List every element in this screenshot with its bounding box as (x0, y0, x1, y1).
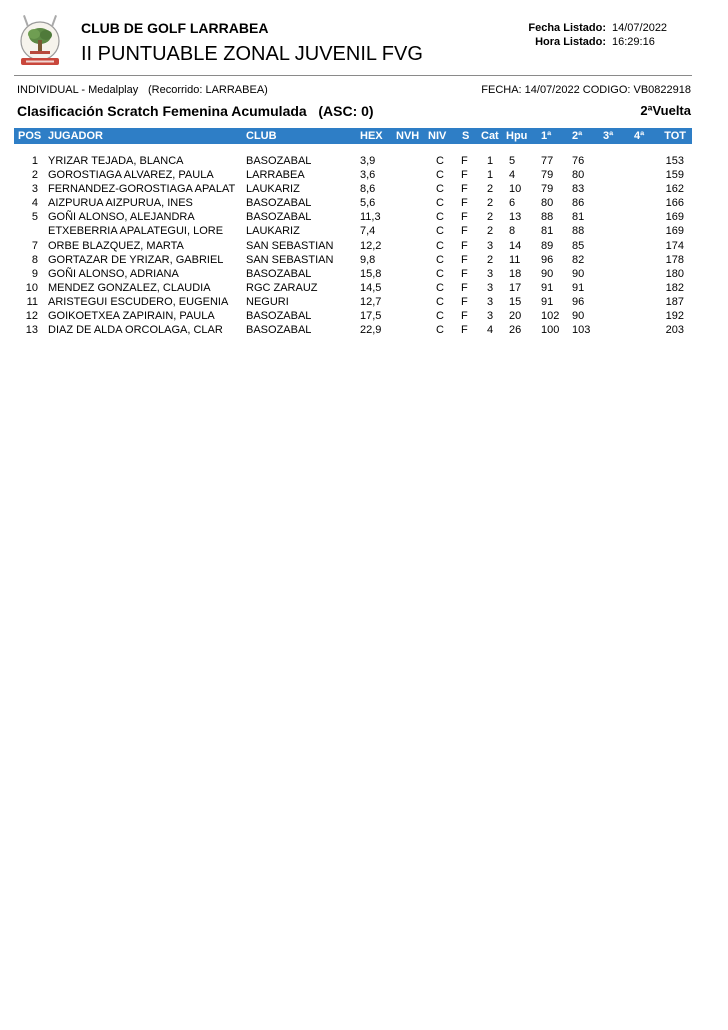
table-row (0, 268, 728, 282)
cell-tot: 174 (665, 239, 684, 252)
cell-pos: 12 (25, 310, 38, 323)
cell-hpu: 17 (509, 281, 522, 294)
cell-round-2: 81 (572, 211, 585, 224)
cell-hpu: 20 (509, 310, 522, 323)
cell-tot: 178 (665, 253, 684, 266)
cell-round-1: 90 (541, 267, 554, 280)
col-round-1: 1ª (541, 130, 552, 142)
recorrido: (Recorrido: LARRABEA) (148, 84, 268, 96)
cell-tot: 187 (665, 295, 684, 308)
cell-cat: 3 (487, 267, 494, 280)
cell-s: F (461, 211, 468, 224)
cell-jugador: DIAZ DE ALDA ORCOLAGA, CLAR (48, 324, 223, 337)
cell-round-1: 100 (541, 324, 560, 337)
table-row (0, 282, 728, 296)
cell-pos: 10 (25, 281, 38, 294)
tree-crest-icon (17, 14, 63, 70)
cell-hex: 8,6 (360, 183, 376, 196)
cell-s: F (461, 183, 468, 196)
cell-club: LARRABEA (246, 169, 305, 182)
col-cat: Cat (481, 130, 499, 142)
cell-pos: 11 (26, 295, 38, 308)
cell-round-2: 90 (572, 267, 585, 280)
cell-hex: 7,4 (360, 225, 376, 238)
hora-listado-value: 16:29:16 (612, 36, 655, 48)
cell-round-2: 90 (572, 310, 585, 323)
cell-cat: 3 (487, 239, 494, 252)
col-jugador: JUGADOR (48, 130, 104, 142)
cell-round-2: 96 (572, 295, 585, 308)
cell-hex: 14,5 (360, 281, 382, 294)
cell-tot: 169 (665, 225, 684, 238)
cell-s: F (461, 253, 468, 266)
cell-hex: 3,6 (360, 169, 376, 182)
cell-cat: 3 (487, 295, 494, 308)
cell-club: LAUKARIZ (246, 225, 300, 238)
col-round-4: 4ª (634, 130, 645, 142)
cell-round-1: 102 (541, 310, 560, 323)
table-row (0, 155, 728, 169)
col-nvh: NVH (396, 130, 420, 142)
cell-pos: 2 (31, 169, 38, 182)
cell-club: RGC ZARAUZ (246, 281, 318, 294)
modality: INDIVIDUAL - Medalplay (17, 84, 139, 96)
hora-listado-label: Hora Listado: (535, 36, 606, 48)
col-s: S (462, 130, 470, 142)
cell-pos: 5 (31, 211, 38, 224)
cell-s: F (461, 295, 468, 308)
cell-pos: 13 (25, 324, 38, 337)
cell-round-1: 91 (541, 281, 554, 294)
tournament-title: II PUNTUABLE ZONAL JUVENIL FVG (81, 43, 423, 65)
cell-cat: 2 (487, 197, 494, 210)
club-logo (17, 14, 63, 70)
cell-jugador: ARISTEGUI ESCUDERO, EUGENIA (48, 295, 229, 308)
cell-round-1: 77 (541, 155, 554, 167)
cell-hex: 12,7 (360, 295, 382, 308)
cell-tot: 153 (665, 155, 684, 167)
cell-hex: 11,3 (360, 211, 381, 224)
col-hpu: Hpu (506, 130, 528, 142)
cell-pos: 9 (31, 267, 38, 280)
table-row (0, 240, 728, 254)
cell-s: F (461, 324, 468, 337)
cell-jugador: GOÑI ALONSO, ADRIANA (48, 267, 179, 280)
table-row (0, 211, 728, 225)
cell-club: BASOZABAL (246, 267, 312, 280)
cell-s: F (461, 197, 468, 210)
cell-round-1: 88 (541, 211, 554, 224)
cell-hex: 5,6 (360, 197, 376, 210)
cell-cat: 3 (487, 310, 494, 323)
cell-round-1: 91 (541, 295, 554, 308)
club-name: CLUB DE GOLF LARRABEA (81, 20, 269, 36)
cell-hpu: 8 (509, 225, 516, 238)
cell-tot: 162 (665, 183, 684, 196)
cell-pos: 8 (31, 253, 38, 266)
cell-hpu: 5 (509, 155, 516, 167)
cell-niv: C (436, 155, 444, 167)
classification-asc: (ASC: 0) (318, 103, 374, 119)
fecha-listado (524, 22, 667, 34)
cell-hex: 15,8 (360, 267, 382, 280)
cell-jugador: FERNANDEZ-GOROSTIAGA APALAT (48, 183, 236, 196)
cell-niv: C (436, 225, 444, 238)
cell-jugador: MENDEZ GONZALEZ, CLAUDIA (48, 281, 211, 294)
cell-jugador: ETXEBERRIA APALATEGUI, LORE (48, 225, 224, 238)
cell-jugador: ORBE BLAZQUEZ, MARTA (48, 239, 184, 252)
cell-tot: 203 (665, 324, 684, 337)
cell-niv: C (436, 253, 444, 266)
col-hex: HEX (360, 130, 383, 142)
table-header (14, 128, 692, 144)
cell-round-2: 76 (572, 155, 585, 167)
col-round-3: 3ª (603, 130, 614, 142)
cell-club: LAUKARIZ (246, 183, 300, 196)
cell-s: F (461, 267, 468, 280)
table-row (0, 324, 728, 338)
cell-hpu: 26 (509, 324, 522, 337)
cell-niv: C (436, 324, 444, 337)
cell-pos: 1 (31, 155, 38, 167)
cell-niv: C (436, 197, 444, 210)
col-pos: POS (18, 130, 42, 142)
cell-round-2: 86 (572, 197, 585, 210)
cell-s: F (461, 239, 468, 252)
cell-hex: 22,9 (360, 324, 382, 337)
cell-round-2: 83 (572, 183, 585, 196)
cell-cat: 2 (487, 211, 494, 224)
cell-s: F (461, 225, 468, 238)
cell-round-1: 89 (541, 239, 554, 252)
cell-jugador: YRIZAR TEJADA, BLANCA (48, 155, 184, 167)
cell-hpu: 18 (509, 267, 522, 280)
cell-tot: 182 (665, 281, 684, 294)
col-club: CLUB (246, 130, 277, 142)
table-row (0, 296, 728, 310)
cell-round-1: 81 (541, 225, 554, 238)
cell-jugador: GOROSTIAGA ALVAREZ, PAULA (48, 169, 214, 182)
cell-tot: 166 (665, 197, 684, 210)
cell-hex: 3,9 (360, 155, 376, 167)
cell-jugador: AIZPURUA AIZPURUA, INES (48, 197, 193, 210)
cell-round-1: 79 (541, 169, 554, 182)
cell-pos: 7 (31, 239, 38, 252)
cell-hex: 17,5 (360, 310, 382, 323)
cell-cat: 1 (487, 155, 494, 167)
table-row (0, 310, 728, 324)
cell-cat: 2 (487, 183, 494, 196)
table-row (0, 225, 728, 239)
cell-niv: C (436, 310, 444, 323)
cell-s: F (461, 155, 468, 167)
cell-s: F (461, 310, 468, 323)
cell-niv: C (436, 267, 444, 280)
cell-round-2: 80 (572, 169, 585, 182)
cell-round-1: 79 (541, 183, 554, 196)
cell-hpu: 14 (509, 239, 522, 252)
fecha-listado-label: Fecha Listado: (528, 22, 606, 34)
hora-listado (524, 36, 655, 48)
cell-hpu: 10 (509, 183, 522, 196)
cell-s: F (461, 169, 468, 182)
cell-tot: 169 (665, 211, 684, 224)
table-row (0, 183, 728, 197)
cell-hpu: 6 (509, 197, 516, 210)
cell-club: NEGURI (246, 295, 289, 308)
col-tot: TOT (664, 130, 686, 142)
cell-jugador: GOIKOETXEA ZAPIRAIN, PAULA (48, 310, 215, 323)
cell-cat: 3 (487, 281, 494, 294)
cell-round-2: 85 (572, 239, 585, 252)
cell-hex: 12,2 (360, 239, 382, 252)
table-row (0, 169, 728, 183)
cell-niv: C (436, 183, 444, 196)
cell-round-2: 91 (572, 281, 585, 294)
header-divider (14, 75, 692, 76)
cell-hpu: 11 (509, 253, 521, 266)
cell-club: BASOZABAL (246, 310, 312, 323)
cell-s: F (461, 281, 468, 294)
cell-hpu: 15 (509, 295, 522, 308)
cell-cat: 1 (487, 169, 494, 182)
cell-niv: C (436, 211, 444, 224)
cell-club: BASOZABAL (246, 211, 312, 224)
cell-hpu: 4 (509, 169, 516, 182)
cell-jugador: GOÑI ALONSO, ALEJANDRA (48, 211, 195, 224)
classification-name: Clasificación Scratch Femenina Acumulada (17, 103, 307, 119)
cell-round-1: 80 (541, 197, 554, 210)
cell-cat: 2 (487, 225, 494, 238)
cell-cat: 2 (487, 253, 494, 266)
classification-title (17, 103, 374, 119)
cell-club: BASOZABAL (246, 324, 312, 337)
cell-round-2: 82 (572, 253, 585, 266)
cell-club: BASOZABAL (246, 197, 312, 210)
cell-tot: 192 (665, 310, 684, 323)
round-label: 2ªVuelta (640, 103, 691, 118)
cell-pos: 4 (31, 197, 38, 210)
col-niv: NIV (428, 130, 447, 142)
cell-round-2: 103 (572, 324, 591, 337)
cell-jugador: GORTAZAR DE YRIZAR, GABRIEL (48, 253, 224, 266)
fecha-listado-value: 14/07/2022 (612, 22, 668, 34)
fecha-codigo: FECHA: 14/07/2022 CODIGO: VB0822918 (481, 84, 691, 96)
cell-hpu: 13 (509, 211, 522, 224)
cell-tot: 180 (665, 267, 684, 280)
cell-cat: 4 (487, 324, 494, 337)
col-round-2: 2ª (572, 130, 583, 142)
cell-tot: 159 (665, 169, 684, 182)
cell-round-1: 96 (541, 253, 554, 266)
cell-round-2: 88 (572, 225, 585, 238)
cell-pos: 3 (31, 183, 38, 196)
cell-niv: C (436, 239, 444, 252)
cell-hex: 9,8 (360, 253, 376, 266)
cell-club: BASOZABAL (246, 155, 312, 167)
cell-club: SAN SEBASTIAN (246, 239, 334, 252)
table-row (0, 254, 728, 268)
table-row (0, 197, 728, 211)
cell-club: SAN SEBASTIAN (246, 253, 334, 266)
cell-niv: C (436, 281, 444, 294)
results-table (0, 155, 728, 338)
cell-niv: C (436, 295, 444, 308)
cell-niv: C (436, 169, 444, 182)
